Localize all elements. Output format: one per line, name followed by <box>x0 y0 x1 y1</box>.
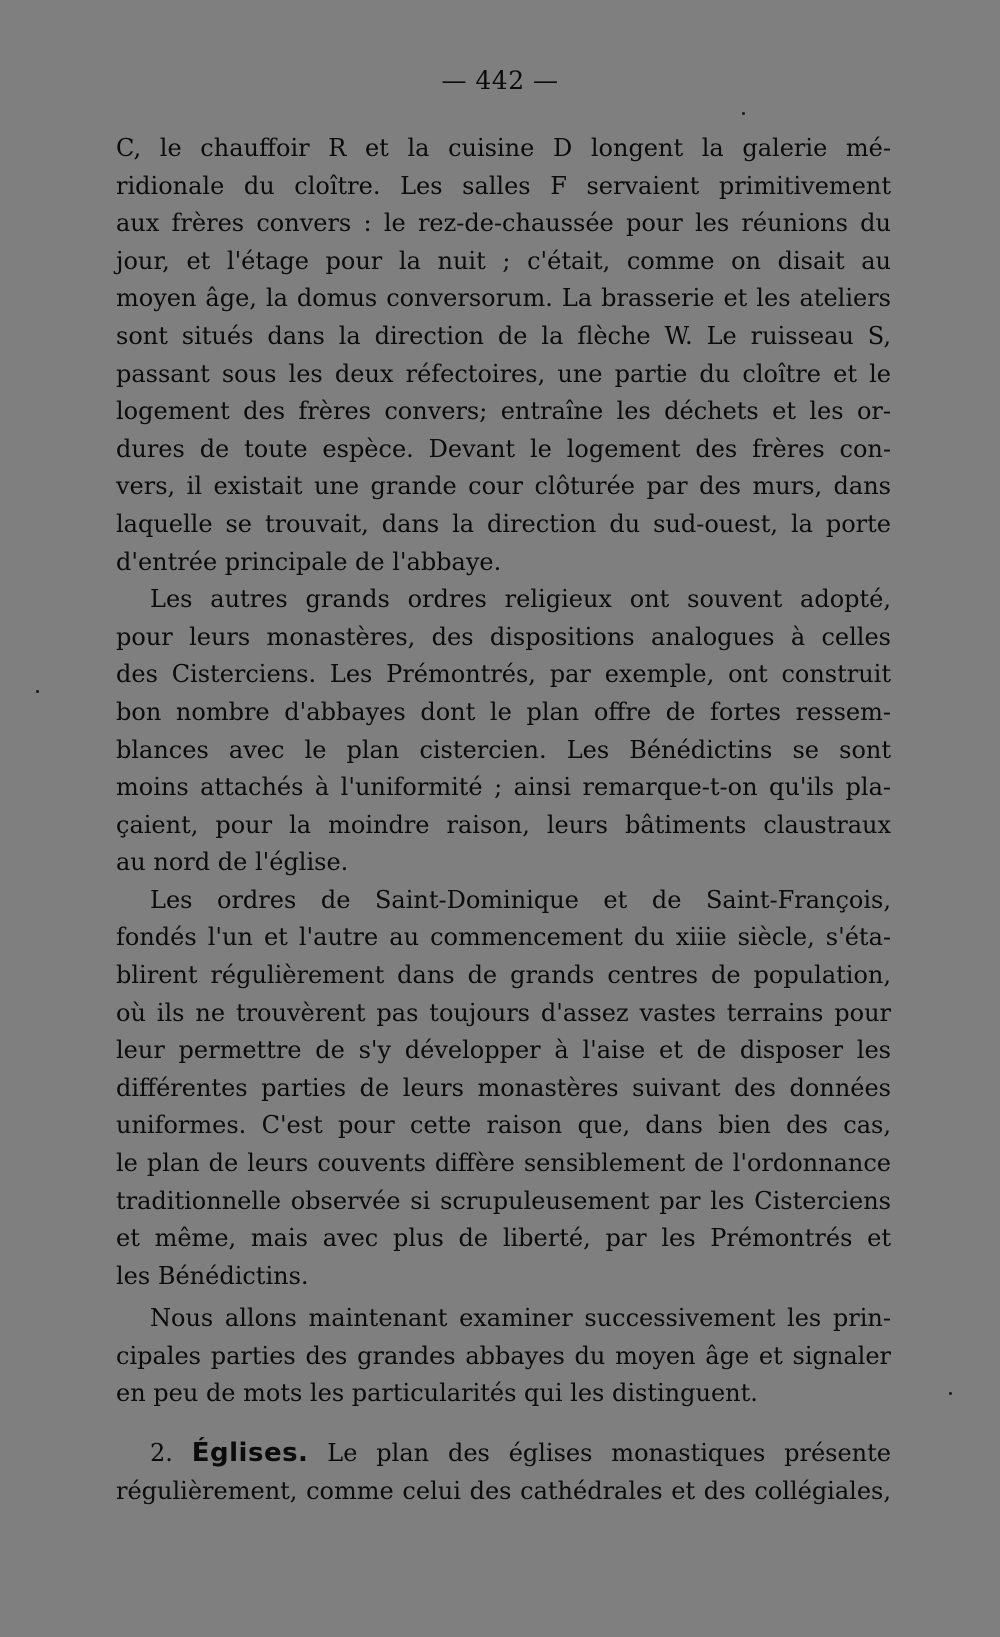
text-line: bon nombre d'abbayes dont le plan offre de fortes ressem- <box>116 697 891 726</box>
text-line: moyen âge, la domus conversorum. La brasserie et les ateliers <box>116 284 891 313</box>
page-number: — 442 — <box>441 66 559 95</box>
section-eglises <box>116 1435 891 1510</box>
text-line: vers, il existait une grande cour clôturée par des murs, dans <box>116 472 891 501</box>
text-line: aux frères convers : le rez-de-chaussée pour les réunions du <box>116 209 891 238</box>
text-line: blances avec le plan cistercien. Les Bénédictins se sont <box>116 735 891 764</box>
paragraph-group-cloister-description <box>116 130 891 1295</box>
text-line: çaient, pour la moindre raison, leurs bâtiments claustraux <box>116 810 891 839</box>
text-line: sont situés dans la direction de la flèche W. Le ruisseau S, <box>116 321 891 350</box>
text-line: logement des frères convers; entraîne les déchets et les or- <box>116 397 891 426</box>
text-line: Les ordres de Saint-Dominique et de Saint-François, <box>150 885 891 914</box>
section-heading: Églises. <box>191 1438 309 1468</box>
scan-speck <box>949 1392 952 1395</box>
text-line: moins attachés à l'uniformité ; ainsi remarque-t-on qu'ils pla- <box>116 773 891 802</box>
text-line: pour leurs monastères, des dispositions analogues à celles <box>116 622 891 651</box>
text-line: différentes parties de leurs monastères suivant des données <box>116 1073 891 1102</box>
text-line: leur permettre de s'y développer à l'aise et de disposer les <box>116 1036 891 1065</box>
text-line: dures de toute espèce. Devant le logement des frères con- <box>116 434 891 463</box>
text-line: jour, et l'étage pour la nuit ; c'était, comme on disait au <box>116 246 891 275</box>
text-line: fondés l'un et l'autre au commencement du xiiie siècle, s'éta- <box>116 923 891 952</box>
text-line: les Bénédictins. <box>116 1261 309 1290</box>
text-line: au nord de l'église. <box>116 848 349 877</box>
text-line: en peu de mots les particularités qui les distinguent. <box>116 1379 758 1408</box>
text-line: uniformes. C'est pour cette raison que, dans bien des cas, <box>116 1111 891 1140</box>
text-line: laquelle se trouvait, dans la direction du sud-ouest, la porte <box>116 509 891 538</box>
text-line: passant sous les deux réfectoires, une partie du cloître et le <box>116 359 891 388</box>
text-line-fragment: Le plan des églises monastiques présente <box>327 1439 891 1467</box>
paragraph-transition <box>116 1300 891 1413</box>
text-line: blirent régulièrement dans de grands centres de population, <box>116 961 891 990</box>
text-line: Les autres grands ordres religieux ont souvent adopté, <box>150 585 891 614</box>
text-line: où ils ne trouvèrent pas toujours d'assez vastes terrains pour <box>116 998 891 1027</box>
scan-speck <box>36 690 39 693</box>
text-line: le plan de leurs couvents diffère sensiblement de l'ordonnance <box>116 1149 891 1178</box>
text-line: Nous allons maintenant examiner successivement les prin- <box>150 1304 891 1332</box>
section-first-line <box>116 1435 891 1473</box>
text-line: d'entrée principale de l'abbaye. <box>116 547 502 576</box>
text-line: ridionale du cloître. Les salles F servaient primitivement <box>116 171 891 200</box>
text-line: et même, mais avec plus de liberté, par les Prémontrés et <box>116 1224 891 1253</box>
text-line: C, le chauffoir R et la cuisine D longent la galerie mé- <box>116 134 891 162</box>
scan-speck <box>742 112 745 115</box>
text-line: régulièrement, comme celui des cathédrales et des collégiales, <box>116 1476 891 1505</box>
text-line: des Cisterciens. Les Prémontrés, par exemple, ont construit <box>116 660 891 689</box>
text-line: cipales parties des grandes abbayes du moyen âge et signaler <box>116 1341 891 1370</box>
text-line: traditionnelle observée si scrupuleusement par les Cisterciens <box>116 1186 891 1215</box>
section-number: 2. <box>150 1439 173 1467</box>
